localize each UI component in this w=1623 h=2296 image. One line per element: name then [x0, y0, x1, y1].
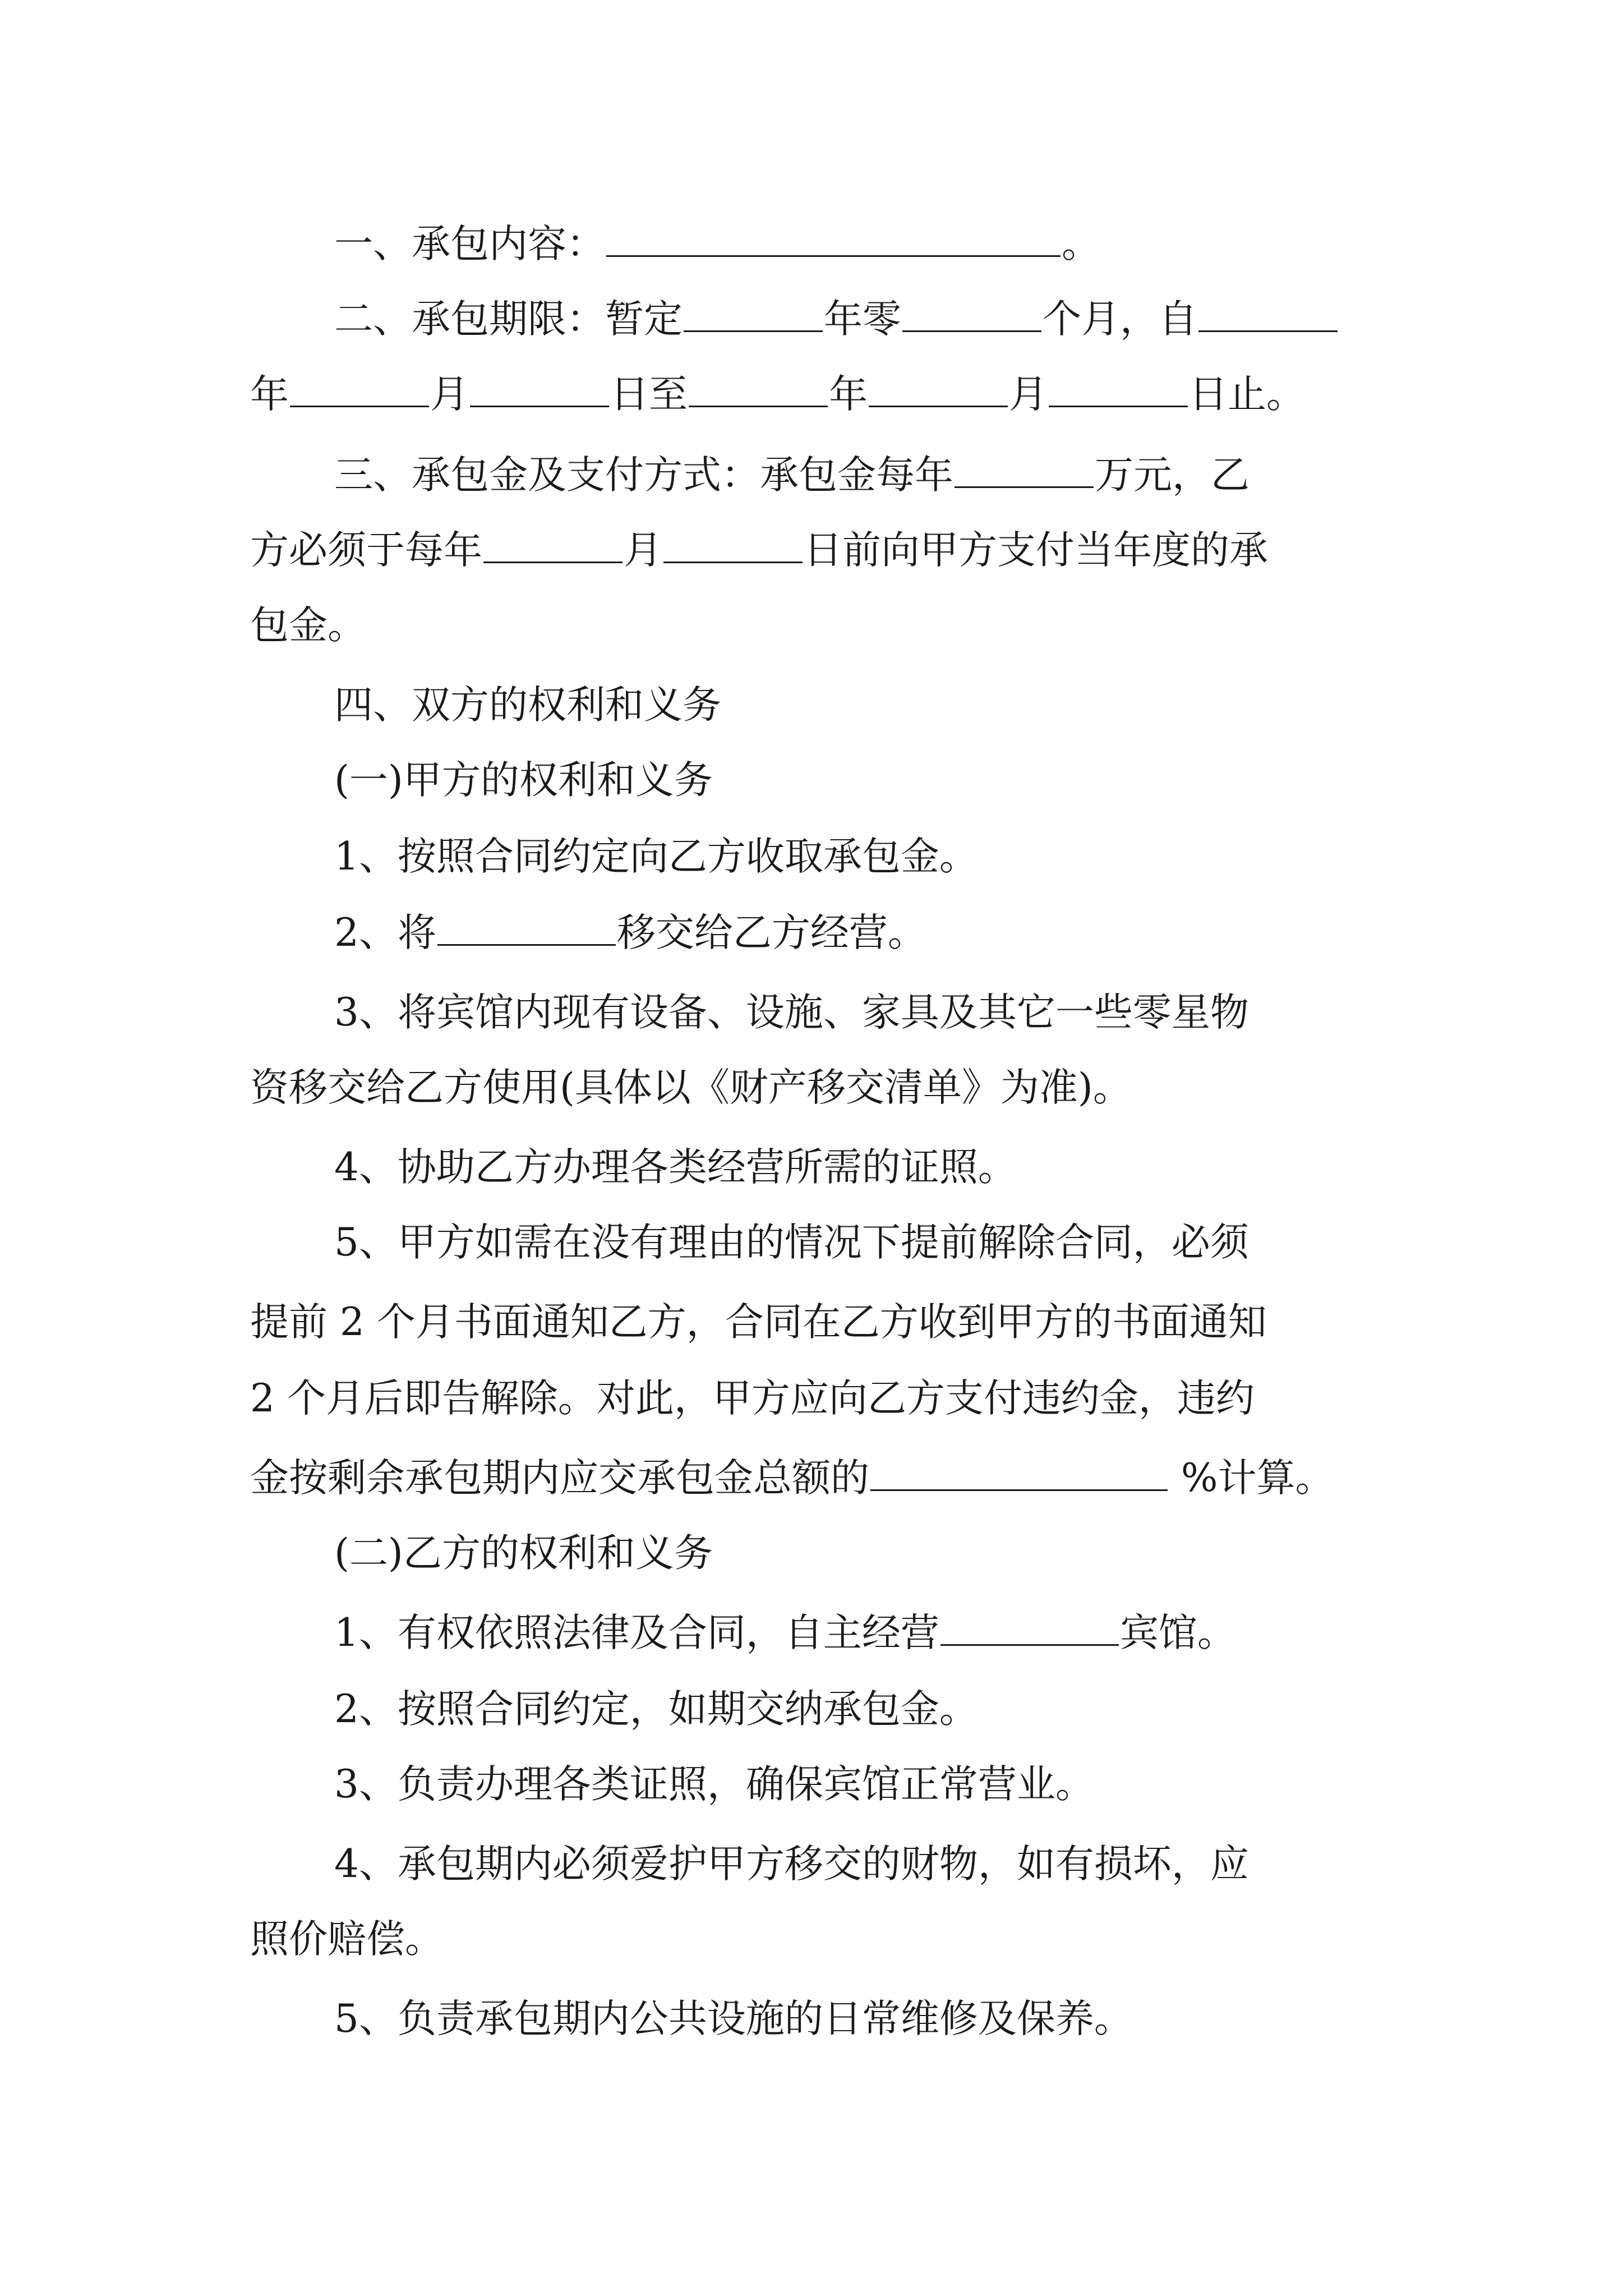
party-a-item-3-line2 [250, 1060, 1132, 1116]
clause-text: %计算。 [1169, 1456, 1334, 1501]
clause-text: 三、承包金及支付方式：承包金每年 [334, 453, 953, 498]
clause-text: 4、承包期内必须爱护甲方移交的财物，如有损坏，应 [334, 1842, 1249, 1887]
clause-text: 5、甲方如需在没有理由的情况下提前解除合同，必须 [334, 1220, 1249, 1265]
clause-text: 4、协助乙方办理各类经营所需的证照。 [334, 1145, 1017, 1190]
fill-blank [470, 373, 609, 407]
clause-text: 年 [250, 372, 289, 417]
clause-text: 包金。 [250, 603, 366, 648]
fill-blank [663, 529, 803, 563]
fill-blank [437, 912, 616, 946]
clause-text: 提前 2 个月书面通知乙方，合同在乙方收到甲方的书面通知 [250, 1300, 1267, 1345]
fill-blank [940, 1612, 1119, 1646]
subsection-heading-party-b [334, 1525, 713, 1581]
clause-contract-term-line1 [334, 291, 1339, 347]
clause-payment-line1 [334, 447, 1249, 503]
clause-text: 。 [1062, 222, 1100, 266]
clause-text: 2、按照合同约定，如期交纳承包金。 [334, 1687, 978, 1732]
party-b-item-4-line2 [250, 1911, 444, 1967]
party-a-item-5-line2 [250, 1294, 1267, 1350]
party-b-item-2 [334, 1681, 978, 1737]
fill-blank [902, 298, 1041, 332]
clause-text: 年零 [824, 297, 901, 342]
clause-text: 照价赔偿。 [250, 1917, 444, 1962]
section-heading-rights [334, 677, 721, 733]
party-a-item-2 [334, 905, 926, 961]
clause-text: 宾馆。 [1119, 1611, 1236, 1655]
clause-text: 金按剩余承包期内应交承包金总额的 [250, 1456, 869, 1501]
clause-text: 日前向甲方支付当年度的承 [804, 528, 1268, 573]
fill-blank [1049, 373, 1188, 407]
clause-text: 2 个月后即告解除。对此，甲方应向乙方支付违约金，违约 [250, 1376, 1255, 1421]
party-a-item-1 [334, 829, 978, 885]
clause-text: 日止。 [1189, 372, 1305, 417]
section-heading: 四、双方的权利和义务 [334, 683, 721, 728]
fill-blank [870, 1457, 1168, 1491]
clause-text: 月 [430, 372, 469, 417]
party-b-item-1 [334, 1605, 1236, 1661]
fill-blank [290, 373, 429, 407]
fill-blank [1198, 298, 1338, 332]
fill-blank [483, 529, 623, 563]
clause-contract-term-line2 [250, 366, 1305, 422]
clause-text: 年 [829, 372, 868, 417]
clause-text: 日至 [610, 372, 688, 417]
party-b-item-4-line1 [334, 1836, 1249, 1892]
party-a-item-5-line1 [334, 1214, 1249, 1271]
clause-text: 月 [624, 528, 662, 573]
clause-text: 5、负责承包期内公共设施的日常维修及保养。 [334, 1996, 1133, 2041]
clause-text: 1、按照合同约定向乙方收取承包金。 [334, 834, 978, 879]
fill-blank [955, 454, 1094, 488]
fill-blank [684, 298, 823, 332]
party-b-item-3 [334, 1756, 1094, 1812]
clause-text: 1、有权依照法律及合同，自主经营 [334, 1611, 939, 1655]
clause-payment-line3 [250, 597, 366, 654]
clause-text: 2、将 [334, 910, 436, 955]
clause-text: 一、承包内容： [334, 222, 605, 266]
fill-blank [606, 223, 1061, 257]
subsection-heading: (一)甲方的权利和义务 [334, 758, 713, 803]
party-a-item-5-line3 [250, 1370, 1255, 1427]
party-b-item-5 [334, 1991, 1133, 2047]
party-a-item-3-line1 [334, 984, 1249, 1041]
clause-text: 个月，自 [1043, 297, 1197, 342]
party-a-item-5-line4 [250, 1450, 1334, 1506]
clause-text: 方必须于每年 [250, 528, 482, 573]
fill-blank [869, 373, 1008, 407]
clause-text: 月 [1009, 372, 1048, 417]
clause-contract-content [334, 216, 1100, 272]
subsection-heading: (二)乙方的权利和义务 [334, 1531, 713, 1576]
fill-blank [689, 373, 828, 407]
clause-text: 移交给乙方经营。 [616, 910, 926, 955]
clause-text: 二、承包期限：暂定 [334, 297, 683, 342]
clause-payment-line2 [250, 522, 1268, 578]
party-a-item-4 [334, 1139, 1017, 1195]
clause-text: 万元，乙 [1095, 453, 1249, 498]
clause-text: 3、负责办理各类证照，确保宾馆正常营业。 [334, 1762, 1094, 1807]
clause-text: 3、将宾馆内现有设备、设施、家具及其它一些零星物 [334, 990, 1249, 1035]
clause-text: 资移交给乙方使用(具体以《财产移交清单》为准)。 [250, 1065, 1132, 1110]
subsection-heading-party-a [334, 752, 713, 808]
